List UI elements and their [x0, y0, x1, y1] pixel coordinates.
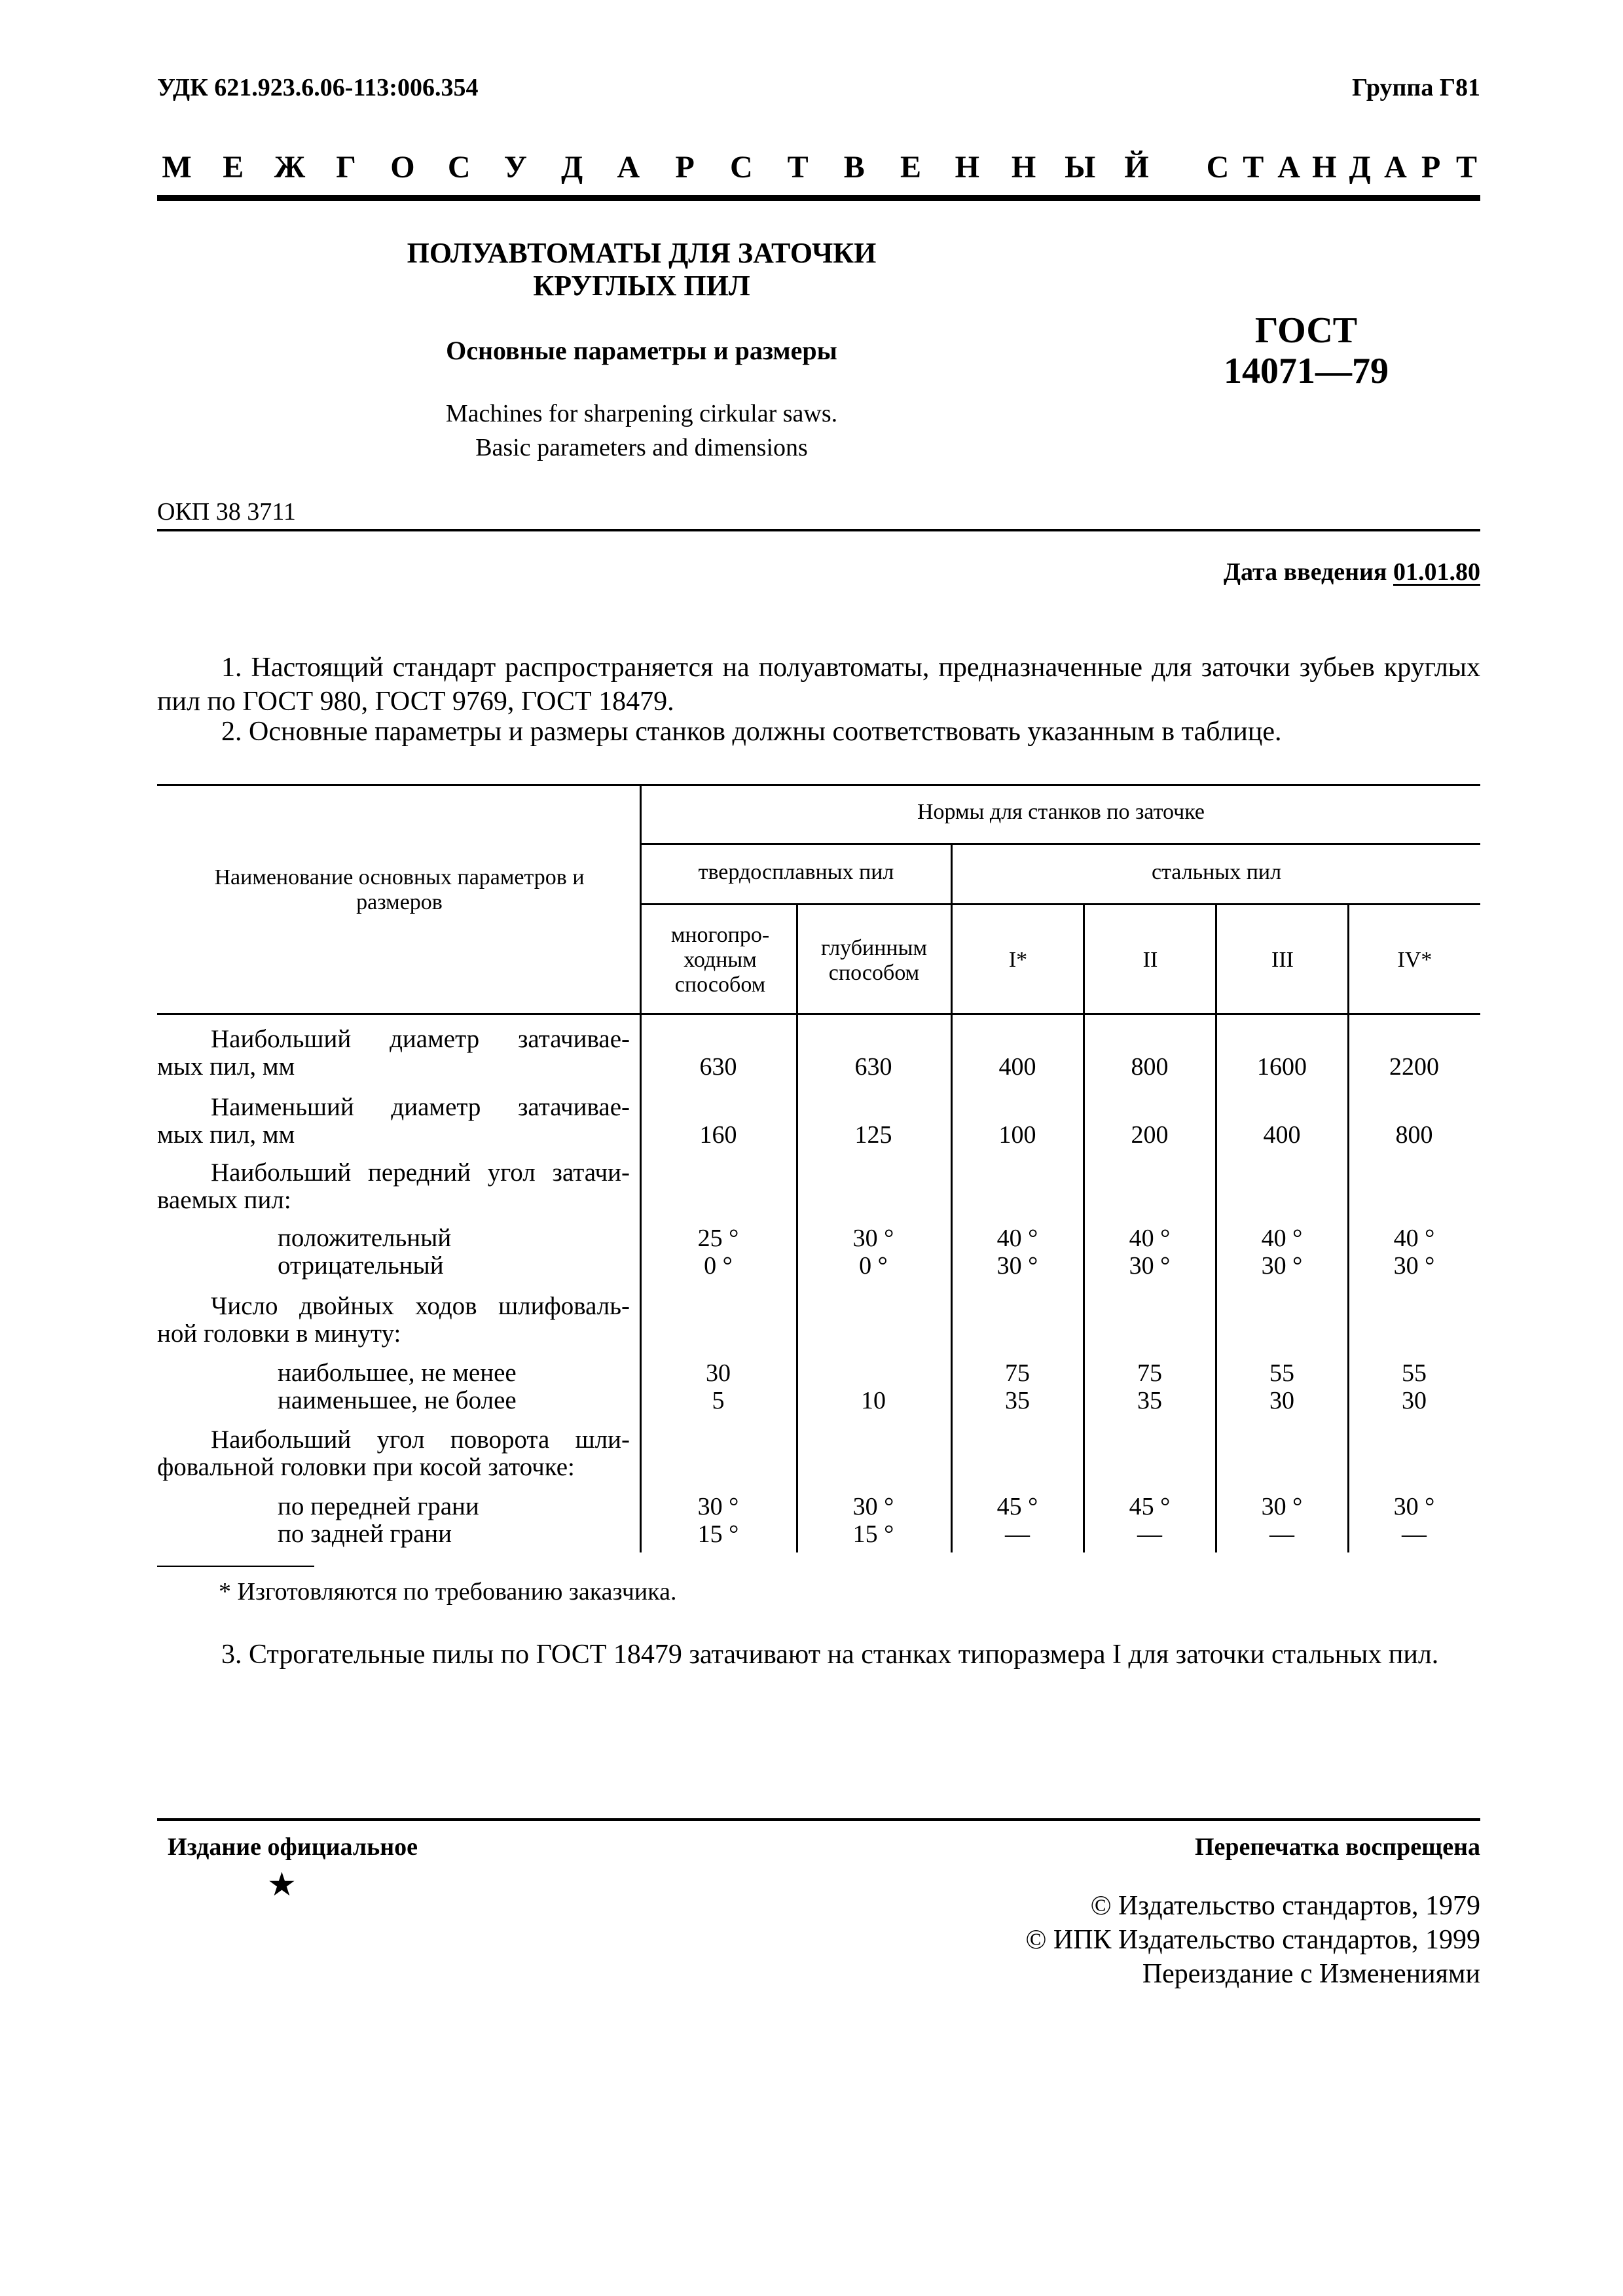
english-title [288, 397, 995, 465]
table-cell: 30 [1269, 1387, 1294, 1414]
table-cell: 15 ° [852, 1520, 894, 1548]
row-label-first-line: Наибольший диаметр затачивае- [211, 1025, 630, 1053]
table-cell: 30 ° [1393, 1493, 1435, 1520]
table-hline-norms [640, 843, 1480, 845]
header-param-name: Наименование основных параметров и размеров [214, 865, 585, 914]
gost-label: ГОСТ [1254, 310, 1358, 351]
table-cell: 30 ° [1393, 1252, 1435, 1280]
header-carbide: твердосплавных пил [698, 860, 894, 884]
table-cell: 40 ° [1393, 1225, 1435, 1252]
banner-letter: Т [1243, 150, 1264, 185]
table-vline-multi [796, 905, 798, 1552]
row-sublabel: отрицательный [278, 1251, 444, 1280]
row-label-second-line: ваемых пил: [157, 1186, 291, 1214]
gost-number: 14071—79 [1224, 351, 1389, 391]
row-label-second-line: ной головки в минуту: [157, 1319, 401, 1348]
table-vline-param [640, 785, 642, 1552]
title-line-2: КРУГЛЫХ ПИЛ [533, 270, 750, 302]
table-cell: 160 [699, 1121, 737, 1149]
copyright-block [1025, 1889, 1480, 1991]
banner-letter: У [503, 150, 528, 185]
group-code: Группа Г81 [1352, 74, 1480, 101]
row-sublabel: по передней грани [278, 1492, 479, 1520]
banner-letter: Ы [1065, 150, 1096, 185]
table-cell: 5 [712, 1387, 725, 1414]
row-label-second-line: фовальной головки при косой заточке: [157, 1453, 575, 1481]
header-deep: глубинным способом [821, 936, 927, 985]
official-edition: Издание официальное [168, 1833, 418, 1861]
row-label-first-line: Число двойных ходов шлифоваль- [211, 1292, 630, 1320]
table-cell: 35 [1137, 1387, 1162, 1414]
paragraph-3 [157, 1638, 1480, 1672]
table-cell: 100 [998, 1121, 1036, 1149]
footnote-rule [157, 1566, 314, 1567]
paragraph-2-text: 2. Основные параметры и размеры станков должны соответствовать указанным в таблице. [221, 717, 1282, 747]
banner-letter: Е [223, 150, 244, 185]
table-cell: 630 [699, 1053, 737, 1081]
table-cell: 30 ° [852, 1493, 894, 1520]
banner-letter: С [1206, 150, 1230, 185]
table-cell: 40 ° [1129, 1225, 1171, 1252]
table-cell: 40 ° [996, 1225, 1038, 1252]
table-cell: 75 [1005, 1359, 1030, 1387]
table-cell: 30 ° [1129, 1252, 1171, 1280]
document-subtitle: Основные параметры и размеры [446, 336, 837, 365]
banner-letter: В [843, 150, 865, 185]
header-size-III: III [1271, 948, 1294, 972]
english-title-line-2: Basic parameters and dimensions [475, 434, 808, 461]
table-cell: 40 ° [1261, 1225, 1303, 1252]
table-cell: 35 [1005, 1387, 1030, 1414]
row-sublabel: наибольшее, не менее [278, 1359, 517, 1387]
table-cell: 630 [854, 1053, 892, 1081]
header-multipass: многопро-ходным способом [670, 923, 770, 997]
banner-letter: Р [675, 150, 695, 185]
table-cell: 2200 [1389, 1053, 1439, 1081]
header-size-I: I* [1008, 948, 1028, 972]
table-cell: 45 ° [996, 1493, 1038, 1520]
banner-letter: А [1384, 150, 1407, 185]
paragraph-1 [157, 651, 1480, 719]
table-cell: 25 ° [697, 1225, 739, 1252]
header-size-IV: IV* [1397, 948, 1432, 972]
table-cell: 30 ° [1261, 1493, 1303, 1520]
table-cell: 10 [861, 1387, 886, 1414]
table-cell: 1600 [1257, 1053, 1307, 1081]
banner-letter: Ж [274, 150, 306, 185]
gost-designation [1152, 310, 1460, 391]
table-cell: — [1005, 1520, 1030, 1548]
introduction-date [1224, 558, 1480, 586]
table-cell: 400 [998, 1053, 1036, 1081]
header-size-II: II [1142, 948, 1158, 972]
row-label-first-line: Наименьший диаметр затачивае- [211, 1093, 630, 1121]
table-cell: — [1269, 1520, 1294, 1548]
footer-rule [157, 1818, 1480, 1821]
row-label-second-line: мых пил, мм [157, 1121, 295, 1149]
reissue-note: Переиздание с Изменениями [1142, 1959, 1480, 1989]
banner-letter: А [617, 150, 640, 185]
row-label-second-line: мых пил, мм [157, 1052, 295, 1081]
banner-letter: Г [336, 150, 356, 185]
table-cell: — [1137, 1520, 1162, 1548]
table-cell: 0 ° [859, 1252, 888, 1280]
banner-letter: Н [1011, 150, 1036, 185]
paragraph-3-text: 3. Строгательные пилы по ГОСТ 18479 затачивают на станках типоразмера I для заточки стальных пил. [221, 1640, 1439, 1670]
paragraph-2 [157, 715, 1480, 749]
row-label-first-line: Наибольший угол поворота шли- [211, 1426, 630, 1454]
okp-code: ОКП 38 3711 [157, 498, 296, 526]
banner-letter: Н [1312, 150, 1337, 185]
row-sublabel: наименьшее, не более [278, 1386, 517, 1414]
udk-code: УДК 621.923.6.06-113:006.354 [157, 74, 479, 101]
okp-rule [157, 529, 1480, 531]
table-hline-types [640, 903, 1480, 905]
document-title [288, 237, 995, 302]
table-cell: 30 [1402, 1387, 1427, 1414]
reprint-notice: Перепечатка воспрещена [1194, 1833, 1480, 1861]
interstate-standard-banner [157, 149, 1480, 188]
banner-letter: Т [787, 150, 809, 185]
banner-letter: Д [561, 150, 583, 185]
footnote: * Изготовляются по требованию заказчика. [219, 1578, 677, 1605]
table-cell: 800 [1395, 1121, 1433, 1149]
paragraph-1-text: 1. Настоящий стандарт распространяется на полуавтоматы, предназначенные для заточки зубьев круглых пил по ГОСТ 980, ГОСТ 9769, ГОСТ 18479. [157, 653, 1480, 717]
banner-letter: С [730, 150, 753, 185]
table-cell: 15 ° [697, 1520, 739, 1548]
header-norms: Нормы для станков по заточке [917, 800, 1205, 824]
table-cell: 45 ° [1129, 1493, 1171, 1520]
banner-letter: Н [955, 150, 979, 185]
banner-letter: С [447, 150, 471, 185]
table-cell: 55 [1402, 1359, 1427, 1387]
table-header-rule [157, 1013, 1480, 1015]
table-cell: 0 ° [704, 1252, 733, 1280]
table-cell: 30 ° [1261, 1252, 1303, 1280]
banner-letter: А [1277, 150, 1300, 185]
banner-letter: Р [1421, 150, 1441, 185]
banner-letter: О [390, 150, 415, 185]
table-cell: 400 [1263, 1121, 1301, 1149]
table-cell: 30 ° [996, 1252, 1038, 1280]
header-rule [157, 195, 1480, 201]
banner-letter: М [162, 150, 192, 185]
row-sublabel: положительный [278, 1224, 452, 1252]
english-title-line-1: Machines for sharpening cirkular saws. [445, 400, 838, 427]
table-cell: 55 [1269, 1359, 1294, 1387]
table-cell: 800 [1131, 1053, 1169, 1081]
header-steel: стальных пил [1151, 860, 1282, 884]
introduction-date-value: 01.01.80 [1393, 558, 1480, 586]
table-top-rule [157, 784, 1480, 786]
row-sublabel: по задней грани [278, 1520, 452, 1548]
banner-letter: Д [1349, 150, 1371, 185]
star-icon: ★ [267, 1866, 297, 1903]
copyright-1979: © Издательство стандартов, 1979 [1090, 1891, 1480, 1921]
title-line-1: ПОЛУАВТОМАТЫ ДЛЯ ЗАТОЧКИ [407, 237, 877, 269]
banner-letter: Е [900, 150, 922, 185]
banner-letter: Й [1124, 150, 1149, 185]
table-cell: 30 [706, 1359, 731, 1387]
table-cell: 125 [854, 1121, 892, 1149]
copyright-1999: © ИПК Издательство стандартов, 1999 [1025, 1925, 1480, 1955]
table-cell: 30 ° [852, 1225, 894, 1252]
table-cell: 200 [1131, 1121, 1169, 1149]
banner-letter: Т [1455, 150, 1478, 185]
table-cell: 30 ° [697, 1493, 739, 1520]
table-cell: 75 [1137, 1359, 1162, 1387]
table-cell: — [1402, 1520, 1427, 1548]
introduction-date-label: Дата введения [1223, 558, 1387, 586]
row-label-first-line: Наибольший передний угол затачи- [211, 1158, 630, 1187]
